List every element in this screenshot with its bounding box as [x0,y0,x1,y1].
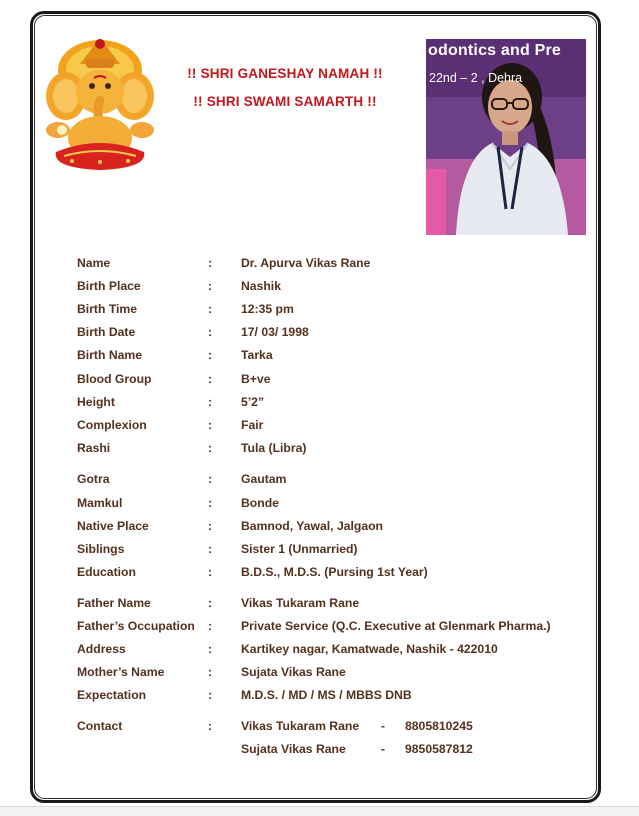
detail-label: Complexion [77,418,147,432]
detail-value: B+ve [241,372,271,386]
detail-value: Vikas Tukaram Rane [241,596,360,610]
detail-label: Expectation [77,688,147,702]
detail-separator: : [208,256,213,270]
contact-phone: 8805810245 [405,719,473,733]
detail-separator: : [208,642,213,656]
detail-row-birth-time [77,302,597,322]
detail-separator: : [208,441,213,455]
detail-row-birth-place [77,279,597,299]
detail-label: Birth Name [77,348,143,362]
detail-row-birth-name [77,348,597,368]
detail-row-complexion [77,418,597,438]
contact-name: Sujata Vikas Rane [241,742,346,756]
detail-row-father-occupation [77,619,597,639]
detail-separator: : [208,542,213,556]
detail-row-native-place [77,519,597,539]
detail-label: Native Place [77,519,149,533]
detail-row-siblings [77,542,597,562]
detail-value: Tarka [241,348,273,362]
detail-value: Kartikey nagar, Kamatwade, Nashik - 422010 [241,642,498,656]
contact-label: Contact [77,719,123,733]
detail-row-name [77,256,597,276]
contact-phone: 9850587812 [405,742,473,756]
detail-value: Bamnod, Yawal, Jalgaon [241,519,384,533]
detail-label: Birth Place [77,279,141,293]
detail-label: Height [77,395,115,409]
detail-row-blood-group [77,372,597,392]
detail-value: Dr. Apurva Vikas Rane [241,256,371,270]
detail-separator: : [208,496,213,510]
detail-row-rashi [77,441,597,461]
invocation-line-1: !! SHRI GANESHAY NAMAH !! [187,66,383,81]
profile-photo [426,39,586,235]
detail-label: Gotra [77,472,110,486]
contact-separator: : [208,719,213,733]
detail-value: Gautam [241,472,287,486]
detail-separator: : [208,279,213,293]
contact-dash: - [381,719,386,733]
detail-label: Address [77,642,126,656]
detail-separator: : [208,688,213,702]
detail-value: Private Service (Q.C. Executive at Glenmark Pharma.) [241,619,551,633]
invocation-block [160,60,410,116]
detail-label: Rashi [77,441,111,455]
photo-banner-text-1: odontics and Pre [428,42,561,59]
contact-name: Vikas Tukaram Rane [241,719,360,733]
contact-dash: - [381,742,386,756]
detail-separator: : [208,565,213,579]
detail-label: Name [77,256,111,270]
detail-row-mother-name [77,665,597,685]
detail-row-birth-date [77,325,597,345]
detail-separator: : [208,395,213,409]
detail-label: Siblings [77,542,125,556]
detail-separator: : [208,325,213,339]
detail-separator: : [208,372,213,386]
contact-entry-2 [241,742,346,756]
ganesha-image [42,34,158,172]
detail-row-gotra [77,472,597,492]
detail-value: Bonde [241,496,279,510]
detail-separator: : [208,519,213,533]
detail-label: Birth Date [77,325,136,339]
detail-separator: : [208,302,213,316]
contact-entry-1 [241,719,359,733]
detail-label: Birth Time [77,302,138,316]
detail-value: Sister 1 (Unmarried) [241,542,358,556]
detail-label: Blood Group [77,372,152,386]
detail-row-contact [77,719,597,763]
detail-separator: : [208,348,213,362]
detail-row-mamkul [77,496,597,516]
detail-value: B.D.S., M.D.S. (Pursing 1st Year) [241,565,428,579]
detail-label: Education [77,565,136,579]
detail-value: 5’2” [241,395,265,409]
invocation-line-2: !! SHRI SWAMI SAMARTH !! [193,94,377,109]
photo-banner-text-2: 22nd – 2 , Dehra [429,71,523,85]
detail-value: Nashik [241,279,281,293]
detail-label: Mamkul [77,496,123,510]
detail-separator: : [208,619,213,633]
detail-row-height [77,395,597,415]
detail-separator: : [208,418,213,432]
detail-value: Sujata Vikas Rane [241,665,346,679]
detail-row-expectation [77,688,597,708]
detail-value: M.D.S. / MD / MS / MBBS DNB [241,688,412,702]
detail-label: Father’s Occupation [77,619,195,633]
detail-row-address [77,642,597,662]
detail-value: Tula (Libra) [241,441,307,455]
detail-label: Mother’s Name [77,665,165,679]
detail-row-father-name [77,596,597,616]
detail-value: 17/ 03/ 1998 [241,325,309,339]
detail-value: 12:35 pm [241,302,294,316]
detail-value: Fair [241,418,264,432]
detail-label: Father Name [77,596,151,610]
detail-separator: : [208,665,213,679]
page-edge [0,806,639,807]
detail-row-education [77,565,597,585]
detail-separator: : [208,472,213,486]
detail-separator: : [208,596,213,610]
